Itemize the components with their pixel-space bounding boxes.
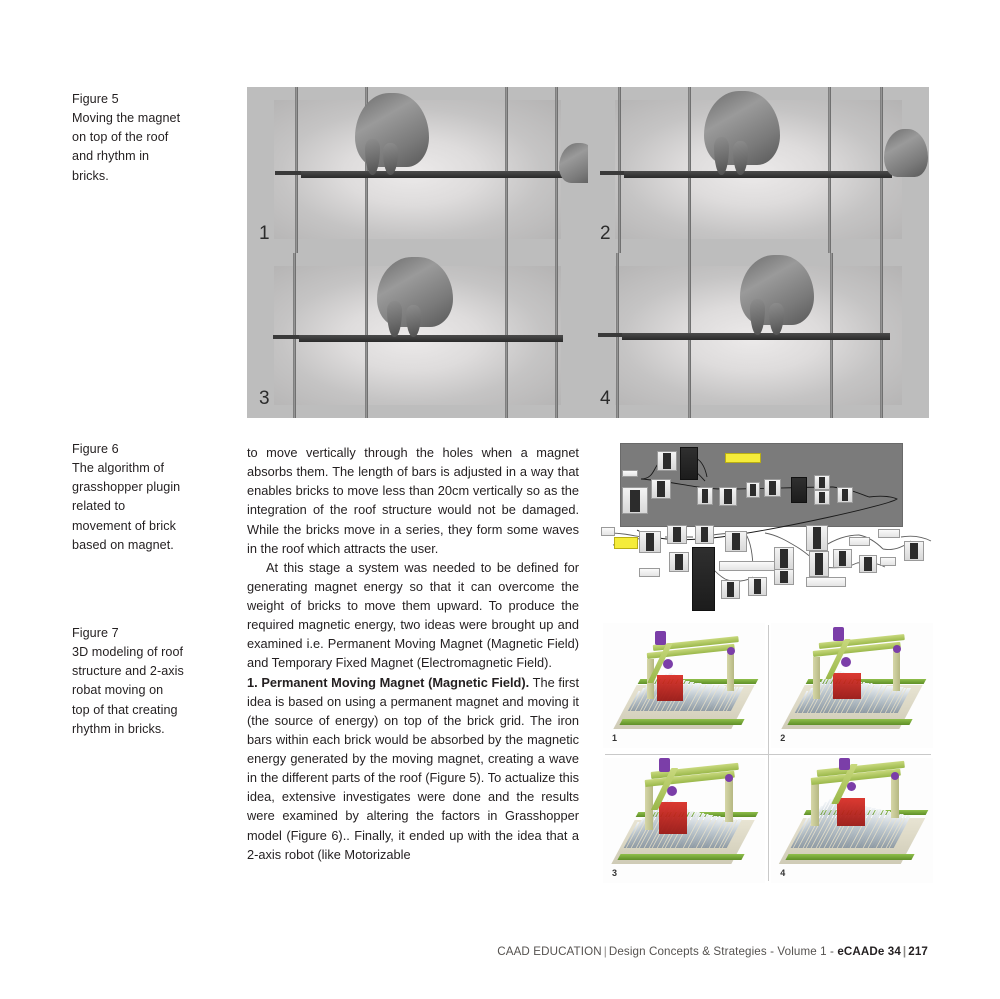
- caption-line: Figure 6: [72, 442, 119, 456]
- render-panel-3: [603, 758, 765, 883]
- footer-series: Design Concepts & Strategies - Volume 1 -: [608, 945, 835, 958]
- gh-component: [719, 487, 737, 506]
- figure-7-render-grid: [603, 623, 933, 883]
- gh-component: [806, 525, 828, 551]
- gh-component: [721, 580, 740, 599]
- gh-component: [833, 549, 852, 568]
- photo-panel-number: 3: [259, 388, 270, 409]
- gh-component: [774, 569, 794, 585]
- gh-component: [669, 552, 689, 572]
- support-rod: [505, 87, 508, 253]
- brick-row: [626, 339, 888, 373]
- gh-highlight-param: [614, 537, 638, 549]
- paragraph-1: to move vertically through the holes when a magnet absorbs them. The length of bars is adjusted in a way that enables bricks to move less than 20cm vertically so as the integration of the roof structure would not be damaged. While the bricks move in a series, they form some waves in the roof which attracts the user.: [247, 445, 579, 556]
- base-rail-front: [786, 854, 915, 860]
- caption-line: related to: [72, 499, 126, 514]
- caption-figure-5: [72, 90, 222, 186]
- figure-6-grasshopper-canvas: [601, 437, 941, 612]
- photo-panel-number: 1: [259, 222, 270, 244]
- motor-spindle: [663, 659, 673, 669]
- render-scene: [603, 623, 765, 748]
- motor-z: [839, 758, 850, 770]
- hand-right: [559, 143, 588, 183]
- render-panel-1: [603, 623, 765, 748]
- render-divider-vertical: [768, 625, 769, 881]
- gh-cluster: [622, 487, 648, 514]
- gh-component: [748, 577, 767, 596]
- support-rod: [618, 87, 621, 253]
- motor-z: [655, 631, 666, 645]
- photo-panel-number: 4: [600, 388, 611, 409]
- support-rod: [295, 87, 298, 253]
- rod-clamp: [600, 171, 624, 175]
- gh-slider: [806, 577, 846, 587]
- photo-panel-4: [588, 253, 929, 419]
- magnet-block: [837, 798, 865, 826]
- footer-separator-2: |: [902, 945, 907, 958]
- gh-component: [725, 531, 747, 552]
- gh-component: [667, 525, 687, 544]
- caption-line: rhythm in bricks.: [72, 721, 165, 736]
- magnet-block: [833, 673, 861, 699]
- render-scene: [771, 623, 933, 748]
- gh-component: [697, 487, 713, 505]
- render-scene: [771, 758, 933, 883]
- caption-line: robat moving on: [72, 683, 164, 698]
- motor-spindle: [667, 786, 677, 796]
- caption-line: bricks.: [72, 168, 109, 183]
- gh-component: [859, 555, 877, 573]
- motor-spindle: [841, 657, 851, 667]
- gh-component: [657, 451, 677, 471]
- base-rail-front: [619, 719, 744, 725]
- support-rod: [880, 87, 883, 253]
- magnet-block: [657, 675, 683, 701]
- support-rod: [688, 87, 691, 253]
- caption-line: grasshopper plugin: [72, 480, 181, 495]
- gh-component: [774, 547, 794, 570]
- gantry-leg-left: [811, 784, 819, 826]
- brick-row: [303, 341, 561, 375]
- gh-component: [814, 475, 830, 490]
- brick-row: [628, 177, 890, 211]
- render-panel-number: 1: [612, 732, 618, 743]
- paragraph-2: At this stage a system was needed to be defined for generating magnet energy so that it can overcome the weight of bricks to move them upward. To produce the required magnetic energy, two ideas were brought up and examined i.e. Permanent Moving Magnet (Magnetic Field) and Temporary Fixed Magnet (Electromagnetic Field).: [247, 559, 579, 671]
- gh-component: [651, 479, 671, 499]
- gantry-leg-right: [727, 651, 734, 691]
- gh-component: [695, 525, 714, 544]
- page-footer: [497, 945, 928, 958]
- brick-row: [305, 177, 561, 211]
- footer-page-number: 217: [908, 945, 928, 958]
- gantry-leg-left: [813, 657, 820, 699]
- gh-component: [809, 551, 829, 577]
- gh-slider: [622, 470, 638, 477]
- photo-panel-2: [588, 87, 929, 253]
- gh-component: [904, 541, 924, 561]
- gh-slider: [849, 537, 870, 546]
- caption-figure-6: [72, 440, 222, 555]
- gh-component: [680, 447, 698, 480]
- gh-note-panel: [725, 453, 761, 463]
- gh-component: [639, 531, 661, 553]
- gh-component: [791, 477, 807, 503]
- caption-line: on top of the roof: [72, 130, 169, 145]
- paragraph-3: [247, 673, 579, 864]
- caption-line: top of that creating: [72, 702, 178, 717]
- gh-param: [878, 529, 900, 538]
- caption-figure-7: [72, 624, 222, 739]
- render-panel-4: [771, 758, 933, 883]
- gantry-leg-right: [891, 776, 899, 818]
- motor-z: [659, 758, 670, 772]
- caption-line: based on magnet.: [72, 537, 174, 552]
- render-divider-horizontal: [605, 754, 931, 755]
- gh-component: [746, 482, 760, 498]
- caption-line: 3D modeling of roof: [72, 645, 184, 660]
- motor-z: [833, 627, 844, 641]
- caption-line: structure and 2-axis: [72, 664, 184, 679]
- body-text-column: [247, 443, 579, 864]
- gh-param: [601, 527, 615, 536]
- caption-line: and rhythm in: [72, 149, 150, 164]
- caption-line: Moving the magnet: [72, 111, 181, 126]
- gh-slider: [719, 561, 776, 571]
- rod-clamp: [275, 171, 301, 175]
- rod-clamp: [273, 335, 299, 339]
- rod-clamp: [598, 333, 622, 337]
- paragraph-3-text: The first idea is based on using a permanent magnet and moving it (the source of energy) on top of the brick grid. The iron bars within each brick would be absorbed by the magnetic energy generated by the moving magnet, creating a wave in the different parts of the roof (Figure 5). To actualize this idea, extensive investigates were done and the results were examined by altering the factors in Grasshopper model (Figure 6).. Finally, it ended up with the idea that a 2-axis robot (like Motorizable: [247, 674, 579, 862]
- caption-line: Figure 7: [72, 626, 119, 640]
- gh-component: [837, 487, 853, 503]
- render-panel-number: 2: [780, 732, 786, 743]
- footer-separator: |: [603, 945, 607, 958]
- render-panel-2: [771, 623, 933, 748]
- photo-panel-3: [247, 253, 588, 419]
- gh-slider: [639, 568, 660, 577]
- photo-panel-number: 2: [600, 222, 611, 244]
- gh-param: [880, 557, 896, 566]
- magnet-block: [659, 802, 687, 834]
- motor-spindle: [847, 782, 856, 791]
- gantry-leg-right: [725, 778, 733, 822]
- caption-line: Figure 5: [72, 92, 119, 106]
- support-rod: [555, 87, 558, 253]
- support-rod: [828, 87, 831, 253]
- base-rail-front: [617, 854, 744, 860]
- gh-component: [814, 490, 830, 505]
- hand-right: [884, 129, 928, 177]
- gh-component: [764, 479, 781, 497]
- render-panel-number: 3: [612, 867, 618, 878]
- footer-conference: eCAADe 34: [837, 945, 901, 958]
- base-rail-front: [788, 719, 913, 725]
- render-panel-number: 4: [780, 867, 786, 878]
- gantry-leg-right: [893, 649, 900, 691]
- render-scene: [603, 758, 765, 883]
- caption-line: The algorithm of: [72, 461, 165, 476]
- motor-x: [727, 647, 735, 655]
- gh-data-tree: [692, 547, 715, 611]
- figure-5-photo-grid: [247, 87, 929, 418]
- photo-panel-1: [247, 87, 588, 253]
- caption-line: movement of brick: [72, 518, 176, 533]
- footer-section: CAAD EDUCATION: [497, 945, 602, 958]
- run-in-heading: 1. Permanent Moving Magnet (Magnetic Field).: [247, 674, 530, 690]
